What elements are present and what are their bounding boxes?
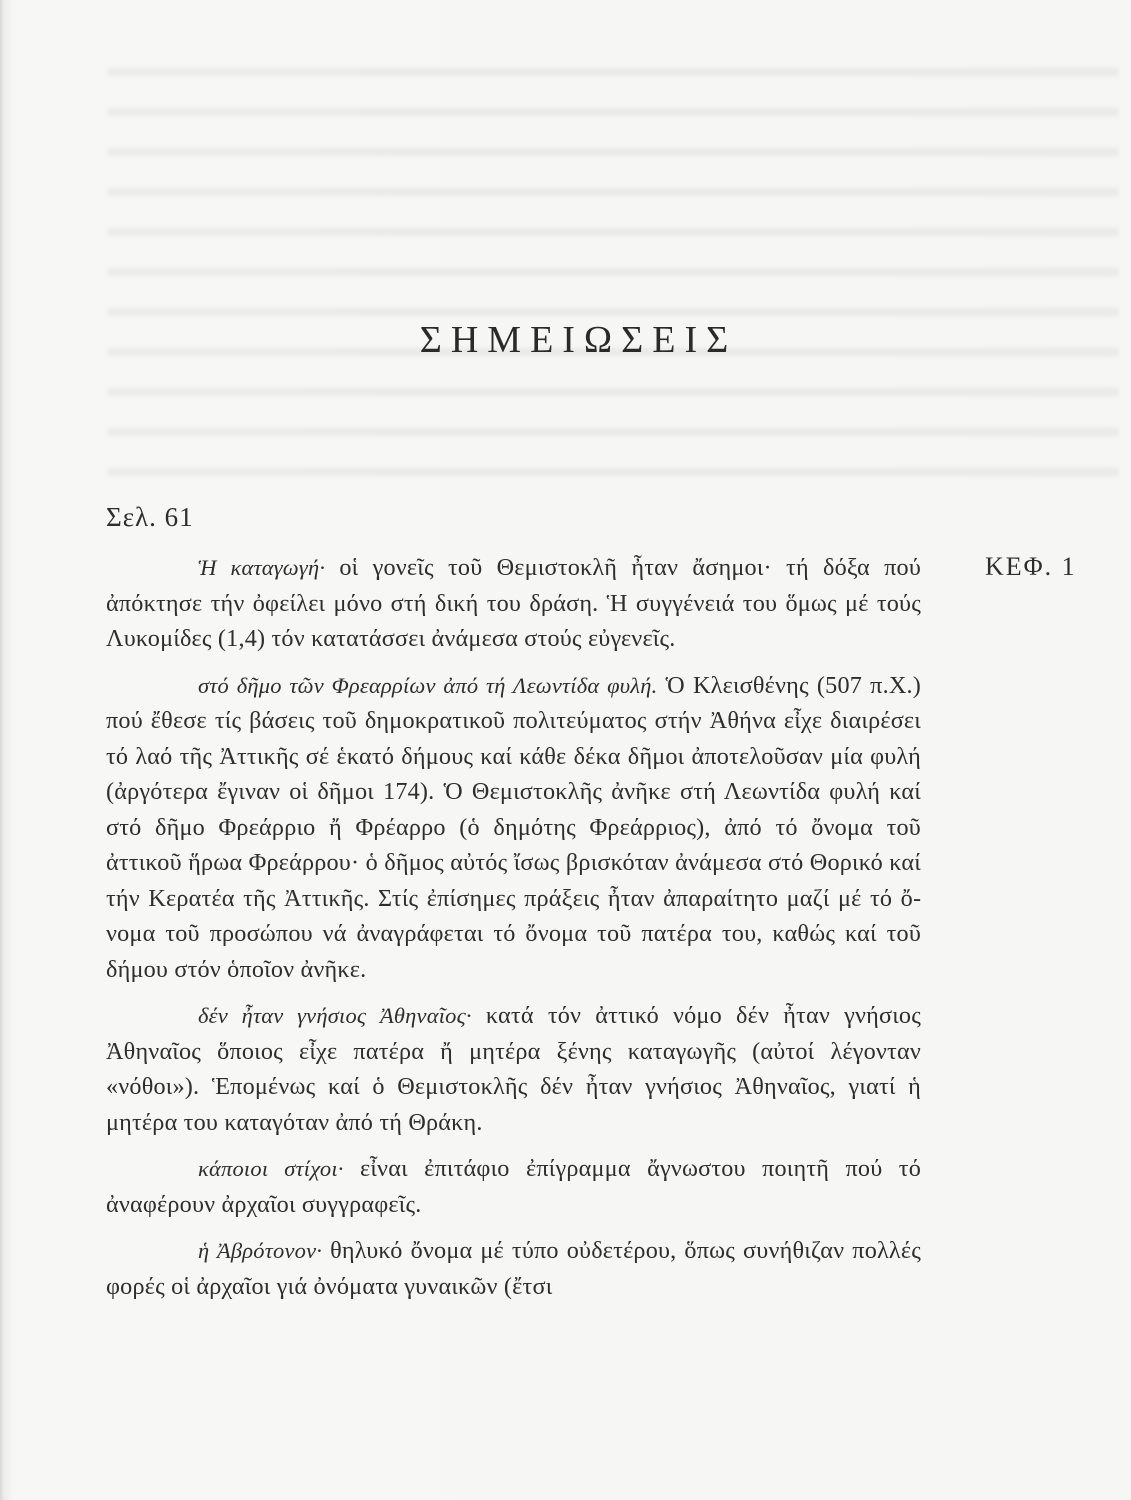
note-lemma: στό δῆμο τῶν Φρεαρρίων ἀπό τή Λεωντίδα φυλή. [198,672,658,698]
chapter-label: ΚΕΦ. 1 [985,552,1077,581]
note-paragraph [106,668,921,988]
note-paragraph [106,1233,921,1304]
note-lemma: Ἡ καταγωγή· [198,555,326,580]
show-through-text [108,50,1118,480]
page-reference: Σελ. 61 [106,502,194,532]
note-paragraph [106,550,921,657]
note-lemma: κάποιοι στίχοι· [198,1156,344,1181]
note-text: κατά τόν ἀττικό νόμο δέν ἦταν γνήσιος Ἀθηναῖος ὅποιος εἶχε πατέρα ἤ μητέρα ξένης καταγωγῆς (αὐτοί λέγονταν «νόθοι»). Ἑπομένως καί ὁ Θεμιστοκλῆς δέν ἦταν γνήσιος Ἀθηναῖος, γιατί ἡ μητέρα του καταγόταν ἀπό τή Θράκη. [106,1002,921,1136]
note-text: εἶναι ἐπιτάφιο ἐπίγραμμα ἄγνωστου ποιητῆ πού τό ἀναφέρουν ἀρχαῖοι συγγραφεῖς. [106,1155,921,1218]
note-lemma: δέν ἦταν γνήσιος Ἀθηναῖος· [198,1003,472,1028]
note-paragraph [106,1151,921,1222]
note-paragraph [106,998,921,1140]
page-title: ΣΗΜΕΙΩΣΕΙΣ [419,319,738,361]
notes-body [106,550,921,1304]
note-lemma: ἡ Ἀβρότονον· [198,1238,323,1263]
note-text: Ὁ Κλεισθένης (507 π.Χ.) πού ἔθεσε τίς βάσεις τοῦ δημοκρατικοῦ πολιτεύματος στήν Ἀθήνα εἶχε διαιρέσει τό λαό τῆς Ἀττικῆς σέ ἑκατό δήμους καί κάθε δέκα δῆμοι ἀποτελοῦσαν μία φυλή (ἀργότερα ἔγιναν οἱ δῆμοι 174). Ὁ Θεμιστοκλῆς ἀνῆκε στή Λεωντίδα φυλή καί στό δῆμο Φρεάρριο ἤ Φρέαρρο (ὁ δημότης Φρεάρριος), ἀπό τό ὄνομα τοῦ ἀττικοῦ ἥρωα Φρεάρρου· ὁ δῆμος αὐτός ἴσως βρισκόταν ἀνάμεσα στό Θορικό καί τήν Κερατέα τῆς Ἀττικῆς. Στίς ἐπίσημες πράξεις ἦταν ἀπαραίτητο μαζί μέ τό ὄνομα τοῦ προσώπου νά ἀναγράφεται τό ὄνομα τοῦ πατέρα του, καθώς καί τοῦ δήμου στόν ὁποῖον ἀνῆκε. [106,671,922,983]
note-text: θηλυκό ὄνομα μέ τύπο οὐδετέρου, ὅπως συνήθιζαν πολλές φορές οἱ ἀρχαῖοι γιά ὀνόματα γυναικῶν (ἔτσι [106,1237,921,1300]
note-text: οἱ γονεῖς τοῦ Θεμιστοκλῆ ἦταν ἄσημοι· τή δόξα πού ἀπόκτησε τήν ὀφείλει μόνο στή δική του δράση. Ἡ συγγένειά του ὅμως μέ τούς Λυκομίδες (1,4) τόν κατατάσσει ἀνάμεσα στούς εὐγενεῖς. [106,554,921,652]
